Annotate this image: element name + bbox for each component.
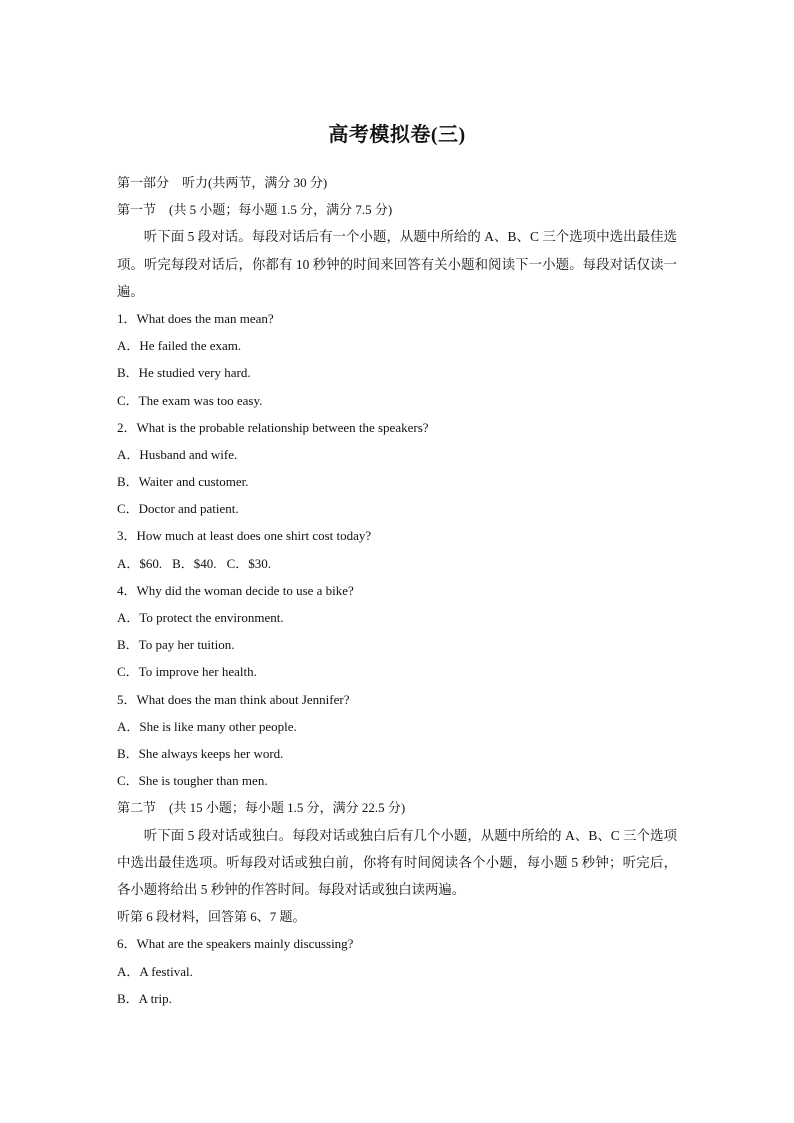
question-2-option-a: A．Husband and wife. [117, 446, 238, 462]
question-3: 3．How much at least does one shirt cost today? [117, 528, 372, 544]
question-2-option-b: B．Waiter and customer. [117, 474, 249, 490]
question-5-option-a: A．She is like many other people. [117, 718, 297, 734]
question-2: 2．What is the probable relationship between the speakers? [117, 419, 429, 435]
question-4: 4．Why did the woman decide to use a bike? [117, 582, 354, 598]
question-4-option-b: B．To pay her tuition. [117, 637, 235, 653]
question-3-option-b: B．$40. [172, 555, 217, 571]
section1-heading: 第一节 (共 5 小题；每小题 1.5 分，满分 7.5 分) [117, 202, 393, 218]
question-5-option-c: C．She is tougher than men. [117, 773, 268, 789]
question-2-option-c: C．Doctor and patient. [117, 501, 239, 517]
exam-content [117, 119, 677, 1012]
exam-title: 高考模拟卷(三) [328, 124, 466, 146]
question-6-option-a: A．A festival. [117, 963, 193, 979]
question-5-option-b: B．She always keeps her word. [117, 745, 284, 761]
question-6-option-b: B．A trip. [117, 990, 172, 1006]
question-5: 5．What does the man think about Jennifer? [117, 691, 350, 707]
section2-instructions: 听下面 5 段对话或独白。每段对话或独白后有几个小题，从题中所给的 A、B、C 三个选项中选出最佳选项。听每段对话或独白前，你将有时间阅读各个小题，每小题 5 秒钟；听完后，各小题将给出 5 秒钟的作答时间。每段对话或独白读两遍。 [117, 827, 677, 897]
question-3-option-a: A．$60. [117, 555, 163, 571]
section2-heading: 第二节 (共 15 小题；每小题 1.5 分，满分 22.5 分) [117, 800, 406, 816]
question-3-option-c: C．$30. [226, 555, 271, 571]
question-6: 6．What are the speakers mainly discussing? [117, 936, 354, 952]
question-1-option-b: B．He studied very hard. [117, 365, 251, 381]
material-6-note: 听第 6 段材料，回答第 6、7 题。 [117, 909, 306, 925]
question-4-option-a: A．To protect the environment. [117, 610, 284, 626]
question-1-option-a: A．He failed the exam. [117, 338, 242, 354]
section1-instructions: 听下面 5 段对话。每段对话后有一个小题，从题中所给的 A、B、C 三个选项中选出最佳选项。听完每段对话后，你都有 10 秒钟的时间来回答有关小题和阅读下一小题。每段对话仅读一遍。 [117, 229, 677, 299]
question-4-option-c: C．To improve her health. [117, 664, 257, 680]
question-1: 1．What does the man mean? [117, 310, 274, 326]
question-3-options [117, 550, 677, 577]
part1-heading: 第一部分 听力(共两节，满分 30 分) [117, 175, 328, 190]
question-1-option-c: C．The exam was too easy. [117, 392, 263, 408]
